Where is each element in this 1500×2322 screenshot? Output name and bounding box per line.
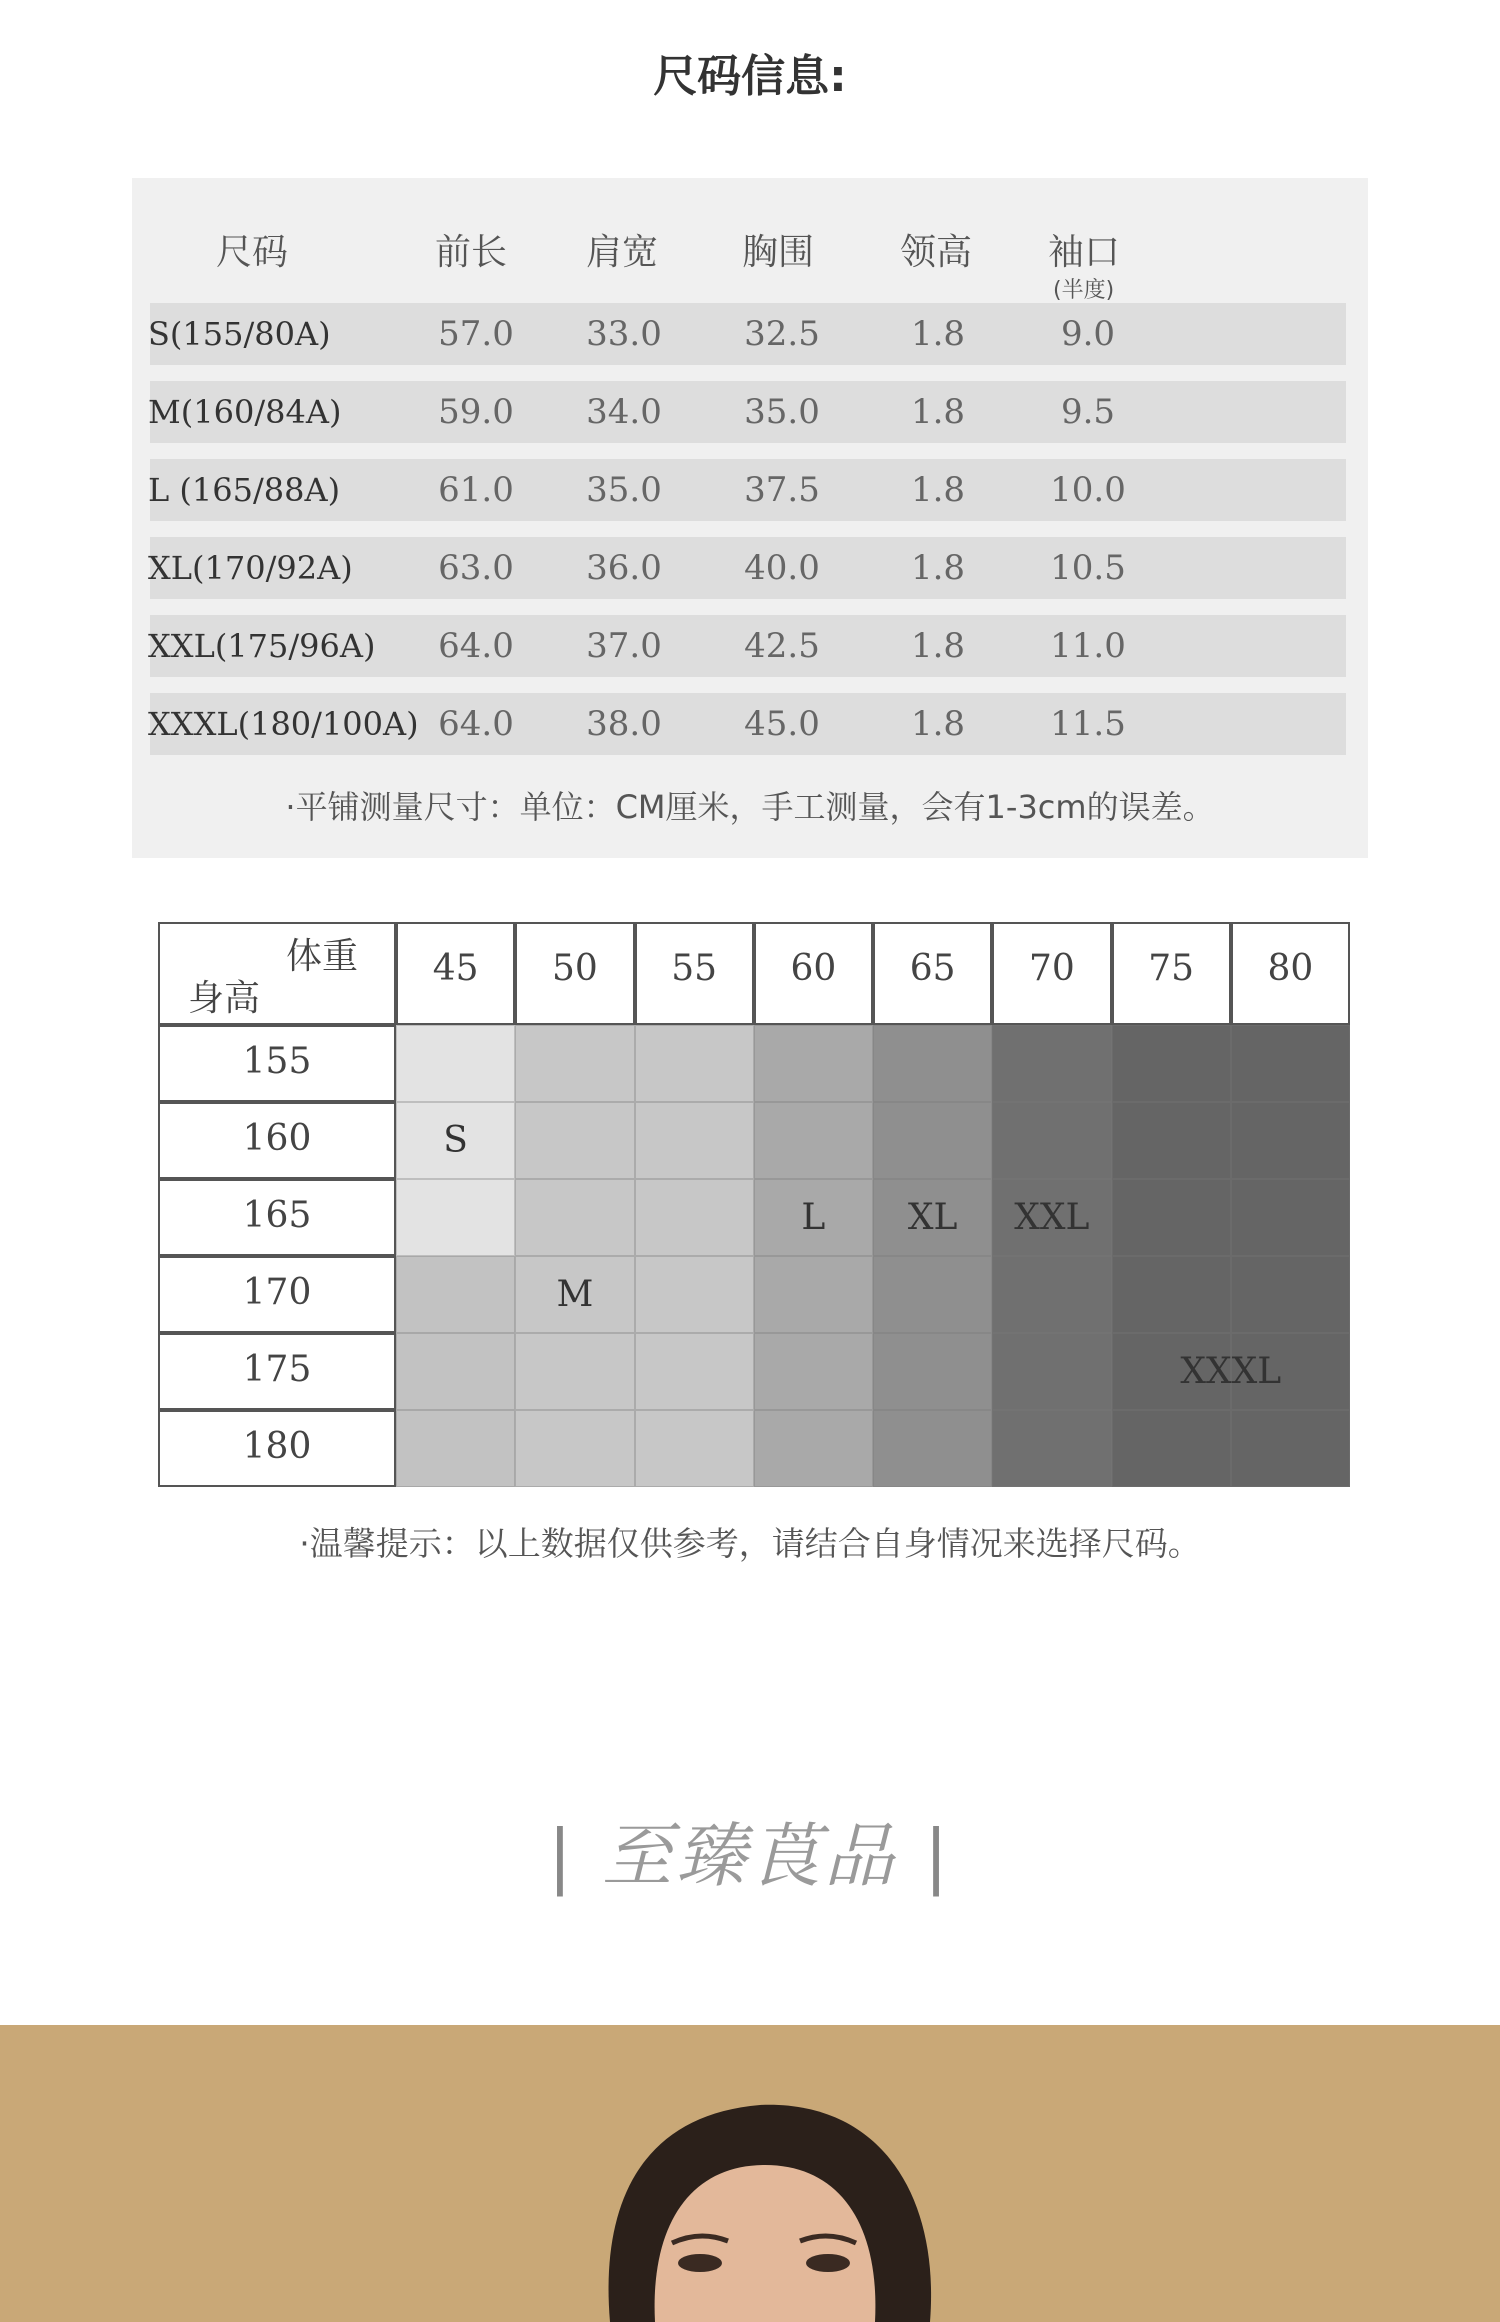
size-label: XL — [907, 1197, 958, 1238]
measure-cell: 32.5 — [744, 314, 820, 354]
measure-cell: 1.8 — [910, 548, 966, 588]
grid-cell — [992, 1256, 1111, 1333]
weight-label: 50 — [551, 948, 598, 989]
grid-cell — [635, 1025, 754, 1102]
grid-cell — [515, 1179, 634, 1256]
model-photo-illustration — [0, 2025, 1500, 2322]
grid-cell — [992, 1410, 1111, 1487]
measure-cell: 11.0 — [1050, 626, 1126, 666]
measure-cell: 10.0 — [1050, 470, 1126, 510]
grid-cell — [992, 1025, 1111, 1102]
measure-cell: 40.0 — [744, 548, 820, 588]
measure-cell: 37.5 — [744, 470, 820, 510]
measure-cell: 9.5 — [1060, 392, 1116, 432]
header-cuff-sub: (半度) — [1053, 278, 1115, 303]
size-cell: M(160/84A) — [148, 393, 342, 431]
size-cell: XXL(175/96A) — [148, 627, 376, 665]
measure-cell: 64.0 — [438, 626, 514, 666]
grid-cell — [754, 1333, 873, 1410]
weight-label: 60 — [790, 948, 837, 989]
size-label: L — [801, 1197, 826, 1238]
header-front-length: 前长 — [435, 232, 508, 273]
grid-cell — [396, 1256, 515, 1333]
height-label: 180 — [242, 1426, 312, 1467]
grid-cell — [635, 1102, 754, 1179]
header-shoulder: 肩宽 — [586, 232, 659, 273]
grid-cell — [515, 1333, 634, 1410]
measure-cell: 11.5 — [1050, 704, 1126, 744]
grid-cell — [396, 1179, 515, 1256]
measure-cell: 61.0 — [438, 470, 514, 510]
grid-cell — [515, 1102, 634, 1179]
header-collar: 领高 — [900, 232, 973, 273]
page-title: 尺码信息: — [653, 51, 847, 102]
grid-cell — [635, 1333, 754, 1410]
measure-cell: 45.0 — [744, 704, 820, 744]
weight-label: 55 — [671, 948, 718, 989]
size-table-header — [132, 178, 1368, 303]
size-row — [150, 537, 1346, 599]
grid-cell — [873, 1025, 992, 1102]
grid-cell — [1112, 1102, 1231, 1179]
grid-cell — [1112, 1256, 1231, 1333]
corner-height-label: 身高 — [188, 978, 261, 1019]
weight-label: 70 — [1028, 948, 1075, 989]
corner-weight-label: 体重 — [286, 936, 359, 977]
model-photo — [0, 2025, 1500, 2322]
grid-cell — [754, 1102, 873, 1179]
height-label: 165 — [242, 1195, 312, 1236]
height-label: 175 — [242, 1349, 312, 1390]
brand-text: 至臻莨品 — [602, 1815, 898, 1897]
header-size: 尺码 — [216, 232, 289, 273]
grid-cell — [992, 1333, 1111, 1410]
measure-cell: 37.0 — [586, 626, 662, 666]
header-cuff: 袖口 — [1048, 232, 1121, 273]
grid-cell — [873, 1410, 992, 1487]
grid-cell — [1231, 1179, 1350, 1256]
measure-cell: 42.5 — [744, 626, 820, 666]
height-label: 155 — [242, 1041, 312, 1082]
measure-cell: 59.0 — [438, 392, 514, 432]
size-cell: XL(170/92A) — [148, 549, 353, 587]
grid-cell — [396, 1410, 515, 1487]
measure-cell: 36.0 — [586, 548, 662, 588]
size-label: M — [556, 1274, 594, 1315]
brand-slogan — [0, 1800, 1500, 1901]
measure-note: ·平铺测量尺寸：单位：CM厘米，手工测量，会有1-3cm的误差。 — [285, 788, 1215, 826]
size-row — [150, 459, 1346, 521]
grid-cell — [1231, 1102, 1350, 1179]
grid-cell — [1112, 1410, 1231, 1487]
measure-cell: 57.0 — [438, 314, 514, 354]
brand-bar-right: | — [924, 1815, 952, 1897]
measure-cell: 35.0 — [744, 392, 820, 432]
measure-cell: 1.8 — [910, 392, 966, 432]
header-chest: 胸围 — [742, 232, 815, 273]
size-cell: L (165/88A) — [148, 471, 341, 509]
measure-cell: 35.0 — [586, 470, 662, 510]
measure-cell: 64.0 — [438, 704, 514, 744]
measure-cell: 10.5 — [1050, 548, 1126, 588]
grid-cell — [992, 1102, 1111, 1179]
grid-cell — [1112, 1025, 1231, 1102]
size-cell: XXXL(180/100A) — [148, 705, 419, 743]
size-cell: S(155/80A) — [148, 315, 331, 353]
weight-label: 45 — [432, 948, 479, 989]
grid-cell — [754, 1256, 873, 1333]
measure-cell: 9.0 — [1060, 314, 1116, 354]
grid-cell — [873, 1102, 992, 1179]
grid-cell — [635, 1256, 754, 1333]
size-row — [150, 693, 1346, 755]
grid-cell — [1231, 1025, 1350, 1102]
measure-cell: 63.0 — [438, 548, 514, 588]
grid-cell — [873, 1333, 992, 1410]
grid-cell — [1231, 1256, 1350, 1333]
weight-label: 75 — [1148, 948, 1195, 989]
grid-cell — [635, 1179, 754, 1256]
measure-cell: 1.8 — [910, 314, 966, 354]
size-row — [150, 381, 1346, 443]
grid-cell — [396, 1025, 515, 1102]
grid-cell — [1112, 1179, 1231, 1256]
size-info-panel — [132, 178, 1368, 858]
measure-cell: 33.0 — [586, 314, 662, 354]
tip-text: ·温馨提示：以上数据仅供参考，请结合自身情况来选择尺码。 — [299, 1524, 1201, 1563]
grid-cell — [515, 1410, 634, 1487]
grid-cell — [754, 1410, 873, 1487]
size-label: S — [443, 1120, 468, 1161]
grid-cell — [396, 1333, 515, 1410]
size-label: XXXL — [1180, 1351, 1282, 1392]
size-label: XXL — [1014, 1197, 1090, 1238]
brand-bar-left: | — [548, 1815, 576, 1897]
height-label: 160 — [242, 1118, 312, 1159]
weight-label: 80 — [1267, 948, 1314, 989]
grid-cell — [754, 1025, 873, 1102]
grid-cell — [515, 1025, 634, 1102]
height-label: 170 — [242, 1272, 312, 1313]
grid-cell — [635, 1410, 754, 1487]
weight-label: 65 — [909, 948, 956, 989]
grid-cell — [873, 1256, 992, 1333]
measure-cell: 1.8 — [910, 470, 966, 510]
grid-cell — [1231, 1410, 1350, 1487]
size-row — [150, 615, 1346, 677]
measure-cell: 1.8 — [910, 704, 966, 744]
size-row — [150, 303, 1346, 365]
measure-cell: 34.0 — [586, 392, 662, 432]
height-weight-grid — [158, 922, 1350, 1488]
measure-cell: 1.8 — [910, 626, 966, 666]
measure-cell: 38.0 — [586, 704, 662, 744]
